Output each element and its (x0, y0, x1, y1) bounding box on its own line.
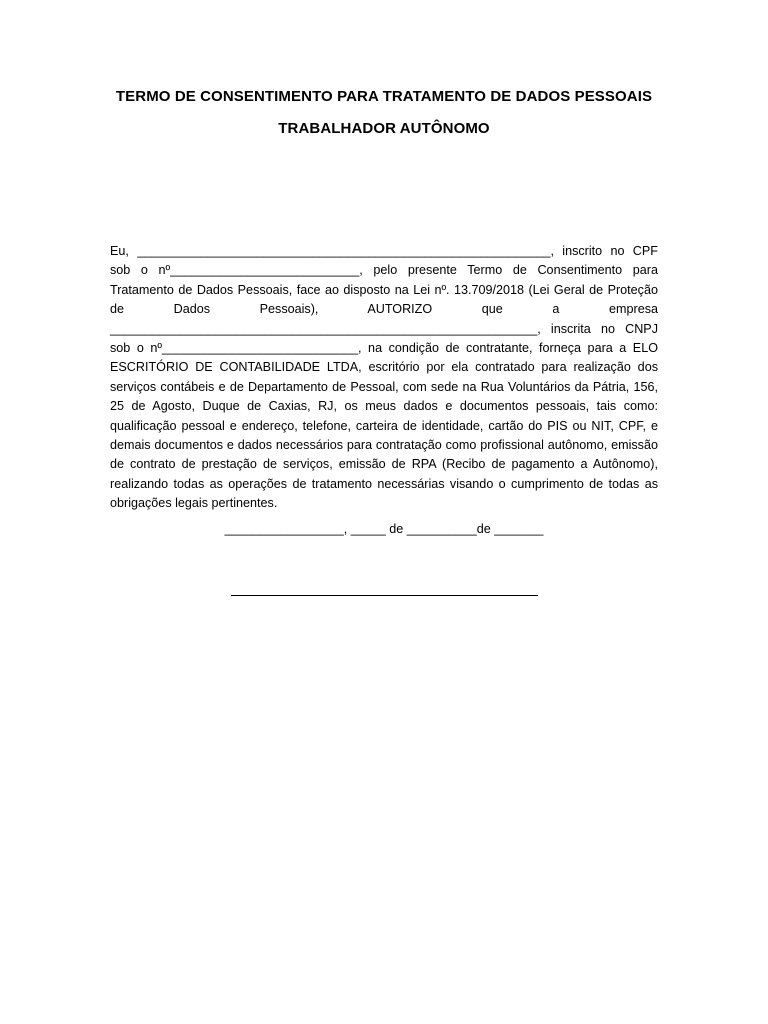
document-subtitle: TRABALHADOR AUTÔNOMO (278, 120, 490, 137)
signature-line (231, 595, 538, 596)
consent-body-text: Eu, ___________________________________________________________, inscrito no CPF sob o nº___________________________, pelo presente Termo de Consentimento para Tratamento de Dados Pessoais, face ao disposto na Lei nº. 13.709/2018 (Lei Geral de Proteção de Dados Pessoais), AUTORIZO que a empresa _____________________________________________________________, inscrita no CNPJ sob o nº____________________________, na condição de contratante, forneça para a ELO ESCRITÓRIO DE CONTABILIDADE LTDA, escritório por ela contratado para realização dos serviços contábeis e de Departamento de Pessoal, com sede na Rua Voluntários da Pátria, 156, 25 de Agosto, Duque de Caxias, RJ, os meus dados e documentos pessoais, tais como: qualificação pessoal e endereço, telefone, carteira de identidade, cartão do PIS ou NIT, CPF, e demais documentos e dados necessários para contratação como profissional autônomo, emissão de contrato de prestação de serviços, emissão de RPA (Recibo de pagamento a Autônomo), realizando todas as operações de tratamento necessárias visando o cumprimento de todas as obrigações legais pertinentes. (110, 244, 658, 511)
document-title: TERMO DE CONSENTIMENTO PARA TRATAMENTO DE DADOS PESSOAIS (115, 88, 653, 105)
date-line: _________________, _____ de __________de _______ (224, 522, 544, 536)
